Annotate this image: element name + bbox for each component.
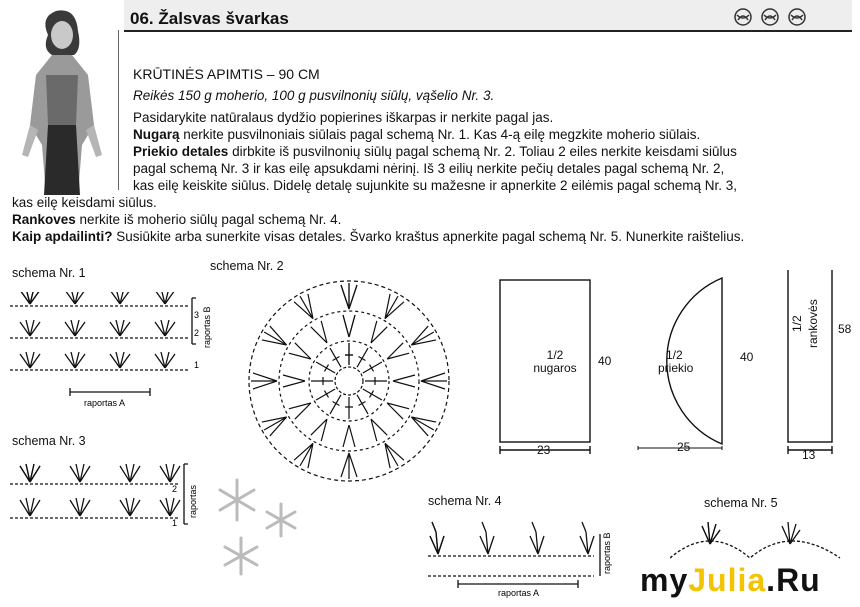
logo-part-1: my [640,562,689,598]
s1-raportas-a: raportas A [84,398,126,408]
page-title: 06. Žalsvas švarkas [130,9,289,28]
s1-row3: 3 [194,310,200,320]
instruction-back [133,126,700,143]
schema-1-diagram [10,292,220,412]
finish-text: Susiūkite arba sunerkite visas detales. Švarko kraštus apnerkite pagal schemą Nr. 5. Nunerkite raištelius. [112,229,745,244]
sleeves-heading: Rankoves [12,212,76,227]
sleeve-label-2: rankovės [806,299,820,348]
back-height: 40 [598,354,612,368]
sleeves-text: nerkite iš moherio siūlų pagal schemą Nr. 4. [75,212,342,227]
sleeve-label-1: 1/2 [790,315,804,332]
front-width: 25 [677,440,691,454]
front-text-3: kas eilę keiskite siūlus. Didelę detalę sujunkite su mažesne ir apnerkite 2 eilėmis pagal schemą Nr. 3, [133,178,738,193]
schema-4-label: schema Nr. 4 [428,494,502,508]
sleeve-width: 13 [802,448,816,462]
divider [118,30,119,190]
schema-2-diagram [238,270,460,492]
instruction-line-1: Pasidarykite natūralaus dydžio popierines iškarpas ir nerkite pagal jas. [133,110,554,125]
front-height: 40 [740,350,754,364]
myjulia-logo [640,562,821,599]
instruction-finish [12,228,744,245]
s3-row1: 1 [172,518,178,528]
schema-2-label: schema Nr. 2 [210,259,284,273]
sleeve-piece [788,270,832,442]
s1-row2: 2 [194,328,200,338]
materials-text: Reikės 150 g moherio, 100 g pusvilnonių siūlų, vąšelio Nr. 3. [133,88,495,103]
back-text: nerkite pusvilnoniais siūlais pagal schemą Nr. 1. Kas 4-ą eilę megzkite moherio siūlais. [179,127,701,142]
s3-row2: 2 [172,484,178,494]
s1-row1: 1 [194,360,200,370]
instruction-sleeves [12,211,341,228]
schema-4-diagram [418,514,618,598]
s1-raportas-b: raportas B [202,306,212,348]
back-label-1: 1/2 [546,348,564,362]
s3-raportas: raportas [188,484,198,518]
logo-part-2: Julia [688,562,767,598]
front-text-4: kas eilę keisdami siūlus. [12,195,157,210]
snowflake-icon [205,470,315,580]
schema-3-diagram [10,458,200,538]
front-text-1: dirbkite iš pusvilnonių siūlų pagal schemą Nr. 2. Toliau 2 eiles nerkite keisdami siūlus [228,144,737,159]
back-width: 23 [537,443,551,457]
front-label-2: priekio [658,361,694,375]
front-text-2: pagal schemą Nr. 3 ir kas eilę apsukdami nėrinį. Iš 3 eilių nerkite pečių detales pagal schemą Nr. 2, [133,161,725,176]
schema-1-label: schema Nr. 1 [12,266,86,280]
chest-measurement: KRŪTINĖS APIMTIS – 90 CM [133,66,320,82]
s4-raportas-b: raportas B [602,532,612,574]
logo-part-3: .Ru [766,562,821,598]
front-heading: Priekio detales [133,144,229,159]
finish-heading: Kaip apdailinti? [12,229,113,244]
schema-5-diagram [670,514,852,564]
back-label-2: nugaros [533,361,577,375]
s4-raportas-a: raportas A [498,588,540,598]
yarn-balls-icon [733,7,813,27]
schema-3-label: schema Nr. 3 [12,434,86,448]
schema-5-label: schema Nr. 5 [704,496,778,510]
instruction-front [133,143,737,160]
front-label-1: 1/2 [666,348,683,362]
model-photo [12,5,112,195]
sleeve-height: 58 [838,322,852,336]
back-heading: Nugarą [133,127,180,142]
